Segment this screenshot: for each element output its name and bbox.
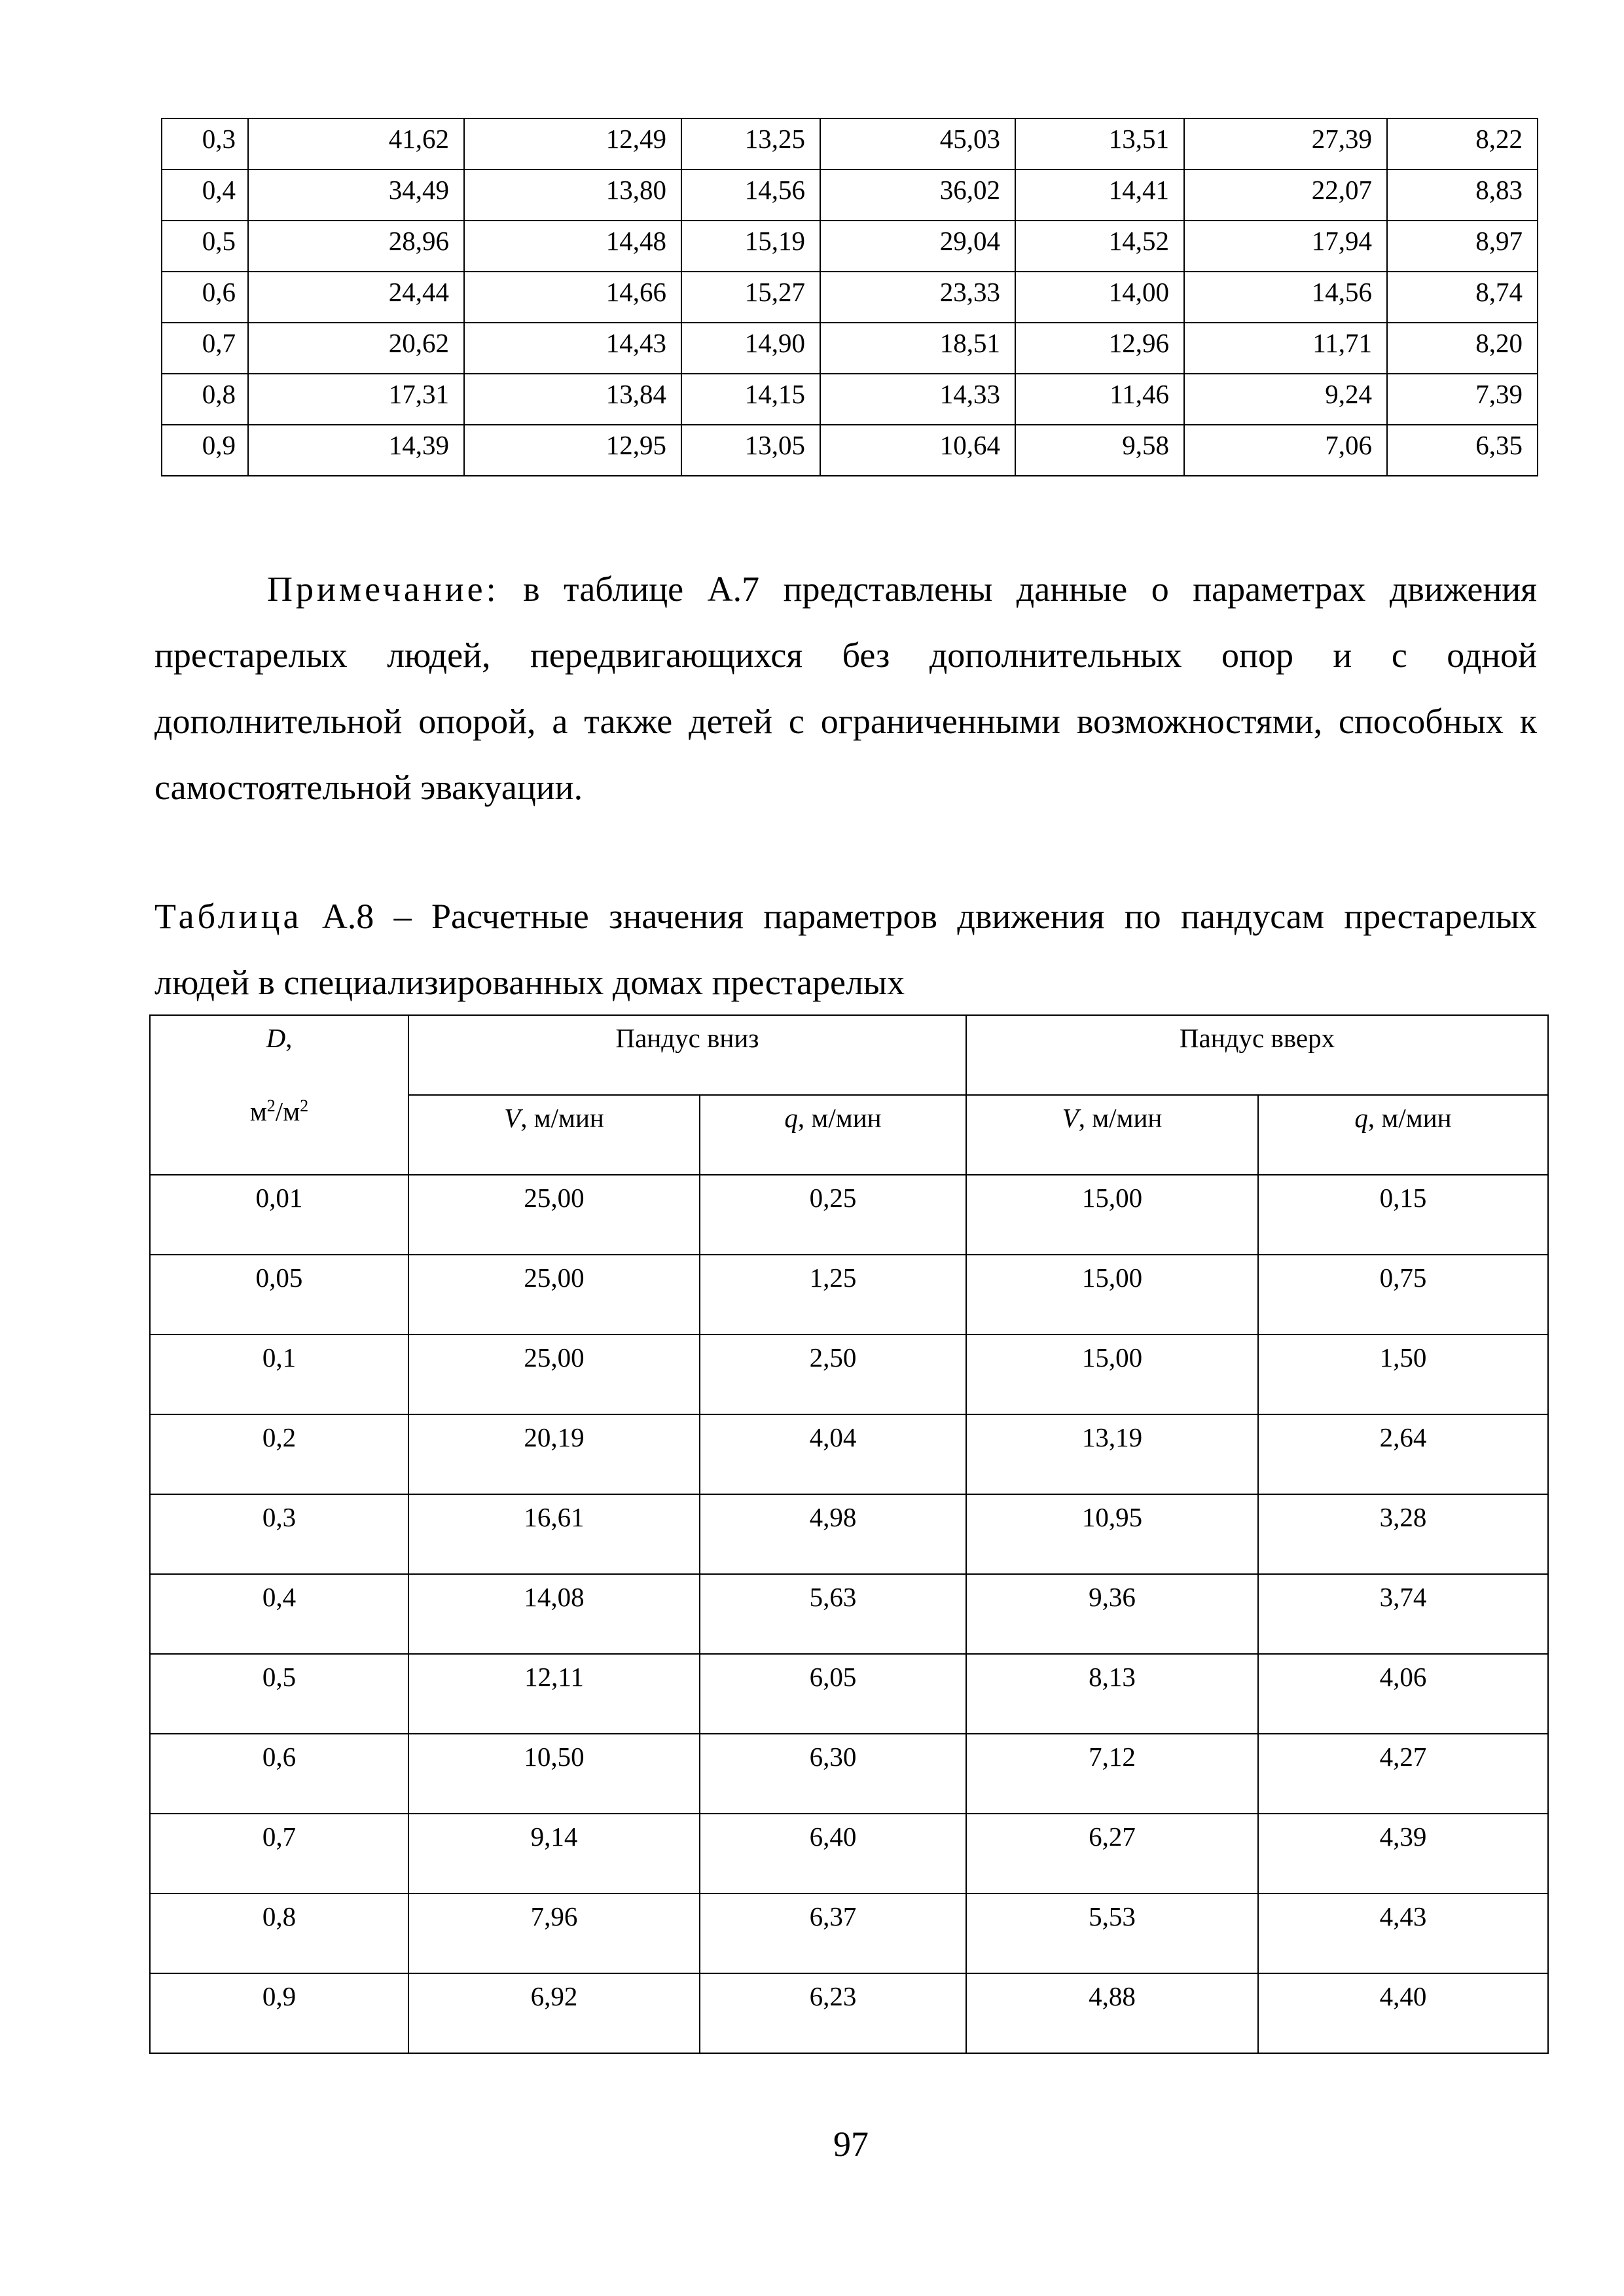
table-cell: 12,11 <box>408 1654 700 1734</box>
table-cell: 0,8 <box>150 1893 408 1973</box>
table-cell: 14,66 <box>464 272 681 323</box>
table-cell: 1,50 <box>1258 1335 1548 1414</box>
table-cell: 14,41 <box>1015 170 1184 221</box>
table-cell: 7,12 <box>966 1734 1258 1814</box>
table-cell: 15,19 <box>681 221 820 272</box>
table-row <box>162 323 1538 374</box>
table-cell: 13,51 <box>1015 118 1184 170</box>
table-cell: 6,92 <box>408 1973 700 2053</box>
table-cell: 18,51 <box>820 323 1015 374</box>
table-cell: 14,90 <box>681 323 820 374</box>
table-cell: 9,14 <box>408 1814 700 1893</box>
table-cell: 13,80 <box>464 170 681 221</box>
unit-label: , м/мин <box>1078 1103 1163 1133</box>
table-cell: 25,00 <box>408 1255 700 1335</box>
table-cell: 6,27 <box>966 1814 1258 1893</box>
v-symbol: V <box>1062 1103 1079 1133</box>
table-cell: 13,19 <box>966 1414 1258 1494</box>
table-a7-continuation <box>161 118 1538 476</box>
table-cell: 4,43 <box>1258 1893 1548 1973</box>
v-symbol: V <box>504 1103 521 1133</box>
table-cell: 9,36 <box>966 1574 1258 1654</box>
table-cell: 41,62 <box>248 118 464 170</box>
table-cell: 4,98 <box>700 1494 966 1574</box>
table-cell: 3,28 <box>1258 1494 1548 1574</box>
table-cell: 0,05 <box>150 1255 408 1335</box>
table-cell: 20,62 <box>248 323 464 374</box>
table-cell: 0,5 <box>162 221 248 272</box>
table-cell: 12,49 <box>464 118 681 170</box>
unit-label: , м/мин <box>520 1103 604 1133</box>
d-symbol: D <box>266 1023 286 1053</box>
table-row <box>150 1814 1548 1893</box>
table-cell: 8,22 <box>1387 118 1538 170</box>
unit-label: , м/мин <box>797 1103 882 1133</box>
header-q-down <box>700 1095 966 1175</box>
table-cell: 9,58 <box>1015 425 1184 476</box>
table-cell: 0,9 <box>162 425 248 476</box>
table-cell: 0,7 <box>150 1814 408 1893</box>
d-comma: , <box>285 1023 293 1053</box>
page-number: 97 <box>833 2125 869 2164</box>
header-group-up: Пандус вверх <box>966 1015 1548 1095</box>
table-row <box>150 1255 1548 1335</box>
table-row <box>150 1494 1548 1574</box>
table-cell: 0,3 <box>162 118 248 170</box>
table-cell: 6,35 <box>1387 425 1538 476</box>
header-v-down <box>408 1095 700 1175</box>
table-cell: 0,7 <box>162 323 248 374</box>
header-row-1 <box>150 1015 1548 1095</box>
table-a8 <box>149 1014 1549 2054</box>
table-cell: 4,88 <box>966 1973 1258 2053</box>
table-row <box>162 221 1538 272</box>
table-cell: 34,49 <box>248 170 464 221</box>
table-cell: 4,06 <box>1258 1654 1548 1734</box>
table-cell: 29,04 <box>820 221 1015 272</box>
table-cell: 0,2 <box>150 1414 408 1494</box>
table-cell: 27,39 <box>1184 118 1387 170</box>
note-paragraph <box>154 556 1537 821</box>
table-cell: 1,25 <box>700 1255 966 1335</box>
table-row <box>150 1335 1548 1414</box>
table-cell: 0,6 <box>150 1734 408 1814</box>
table-cell: 0,8 <box>162 374 248 425</box>
table-cell: 8,83 <box>1387 170 1538 221</box>
table-row <box>162 374 1538 425</box>
table-a8-body <box>150 1175 1548 2053</box>
header-q-up <box>1258 1095 1548 1175</box>
table-cell: 14,48 <box>464 221 681 272</box>
table-row <box>150 1734 1548 1814</box>
table-cell: 0,75 <box>1258 1255 1548 1335</box>
table-cell: 4,27 <box>1258 1734 1548 1814</box>
table-cell: 2,50 <box>700 1335 966 1414</box>
table-cell: 4,40 <box>1258 1973 1548 2053</box>
table-row <box>150 1414 1548 1494</box>
table-cell: 22,07 <box>1184 170 1387 221</box>
table-cell: 8,97 <box>1387 221 1538 272</box>
table-cell: 0,15 <box>1258 1175 1548 1255</box>
table-cell: 4,39 <box>1258 1814 1548 1893</box>
table-row <box>150 1654 1548 1734</box>
table-cell: 13,05 <box>681 425 820 476</box>
table-cell: 0,4 <box>150 1574 408 1654</box>
table-cell: 13,25 <box>681 118 820 170</box>
table-cell: 4,04 <box>700 1414 966 1494</box>
q-symbol: q <box>784 1103 798 1133</box>
table-cell: 0,01 <box>150 1175 408 1255</box>
table-cell: 8,74 <box>1387 272 1538 323</box>
table-cell: 45,03 <box>820 118 1015 170</box>
d-unit-exp2: 2 <box>300 1096 309 1115</box>
table-cell: 23,33 <box>820 272 1015 323</box>
table-row <box>150 1574 1548 1654</box>
table-row <box>162 118 1538 170</box>
table-cell: 0,9 <box>150 1973 408 2053</box>
table-cell: 7,39 <box>1387 374 1538 425</box>
table-cell: 11,71 <box>1184 323 1387 374</box>
table-cell: 14,56 <box>1184 272 1387 323</box>
table-cell: 15,00 <box>966 1175 1258 1255</box>
d-unit-exp1: 2 <box>266 1096 276 1115</box>
d-unit-m: м <box>249 1096 267 1126</box>
table-row <box>162 272 1538 323</box>
table-cell: 11,46 <box>1015 374 1184 425</box>
table-cell: 24,44 <box>248 272 464 323</box>
caption-text: А.8 – Расчетные значения параметров движения по пандусам престарелых людей в специализированных домах престарелых <box>154 897 1538 1002</box>
table-cell: 2,64 <box>1258 1414 1548 1494</box>
unit-label: , м/мин <box>1367 1103 1452 1133</box>
table-cell: 14,56 <box>681 170 820 221</box>
table-cell: 17,31 <box>248 374 464 425</box>
table-row <box>150 1175 1548 1255</box>
table-cell: 6,05 <box>700 1654 966 1734</box>
table-cell: 12,96 <box>1015 323 1184 374</box>
table-cell: 6,37 <box>700 1893 966 1973</box>
table-cell: 14,15 <box>681 374 820 425</box>
table-row <box>162 170 1538 221</box>
header-group-down: Пандус вниз <box>408 1015 966 1095</box>
table-cell: 12,95 <box>464 425 681 476</box>
table-cell: 15,00 <box>966 1255 1258 1335</box>
table-cell: 9,24 <box>1184 374 1387 425</box>
table-row <box>150 1973 1548 2053</box>
table-cell: 14,39 <box>248 425 464 476</box>
table-cell: 8,20 <box>1387 323 1538 374</box>
table-cell: 17,94 <box>1184 221 1387 272</box>
table-cell: 8,13 <box>966 1654 1258 1734</box>
table-cell: 25,00 <box>408 1175 700 1255</box>
table-cell: 14,08 <box>408 1574 700 1654</box>
d-unit-slash: /м <box>275 1096 300 1126</box>
note-text: в таблице А.7 представлены данные о параметрах движения престарелых людей, передвигающихся без дополнительных опор и с одной дополнительной опорой, а также детей с ограниченными возможностями, способных к самостоятельной эвакуации. <box>154 569 1537 807</box>
header-v-up <box>966 1095 1258 1175</box>
table-row <box>150 1893 1548 1973</box>
table-cell: 14,43 <box>464 323 681 374</box>
table-cell: 0,6 <box>162 272 248 323</box>
table-cell: 15,00 <box>966 1335 1258 1414</box>
table-cell: 10,64 <box>820 425 1015 476</box>
table-cell: 0,5 <box>150 1654 408 1734</box>
table-cell: 36,02 <box>820 170 1015 221</box>
table-a8-caption <box>154 884 1537 1016</box>
table-cell: 7,06 <box>1184 425 1387 476</box>
header-d-cell <box>150 1015 408 1175</box>
table-cell: 14,52 <box>1015 221 1184 272</box>
table-a8-header <box>150 1015 1548 1175</box>
table-cell: 0,25 <box>700 1175 966 1255</box>
table-cell: 6,40 <box>700 1814 966 1893</box>
table-cell: 0,3 <box>150 1494 408 1574</box>
table-cell: 6,30 <box>700 1734 966 1814</box>
table-cell: 14,00 <box>1015 272 1184 323</box>
table-cell: 20,19 <box>408 1414 700 1494</box>
table-cell: 0,1 <box>150 1335 408 1414</box>
caption-label: Таблица <box>154 897 302 936</box>
table-cell: 5,63 <box>700 1574 966 1654</box>
table-cell: 25,00 <box>408 1335 700 1414</box>
table-a7-body <box>162 118 1538 476</box>
table-cell: 7,96 <box>408 1893 700 1973</box>
note-label: Примечание: <box>267 569 499 609</box>
table-cell: 16,61 <box>408 1494 700 1574</box>
table-cell: 14,33 <box>820 374 1015 425</box>
table-cell: 3,74 <box>1258 1574 1548 1654</box>
table-cell: 10,50 <box>408 1734 700 1814</box>
table-cell: 15,27 <box>681 272 820 323</box>
table-cell: 5,53 <box>966 1893 1258 1973</box>
table-cell: 10,95 <box>966 1494 1258 1574</box>
q-symbol: q <box>1354 1103 1368 1133</box>
table-cell: 0,4 <box>162 170 248 221</box>
table-cell: 28,96 <box>248 221 464 272</box>
table-cell: 6,23 <box>700 1973 966 2053</box>
table-row <box>162 425 1538 476</box>
table-cell: 13,84 <box>464 374 681 425</box>
